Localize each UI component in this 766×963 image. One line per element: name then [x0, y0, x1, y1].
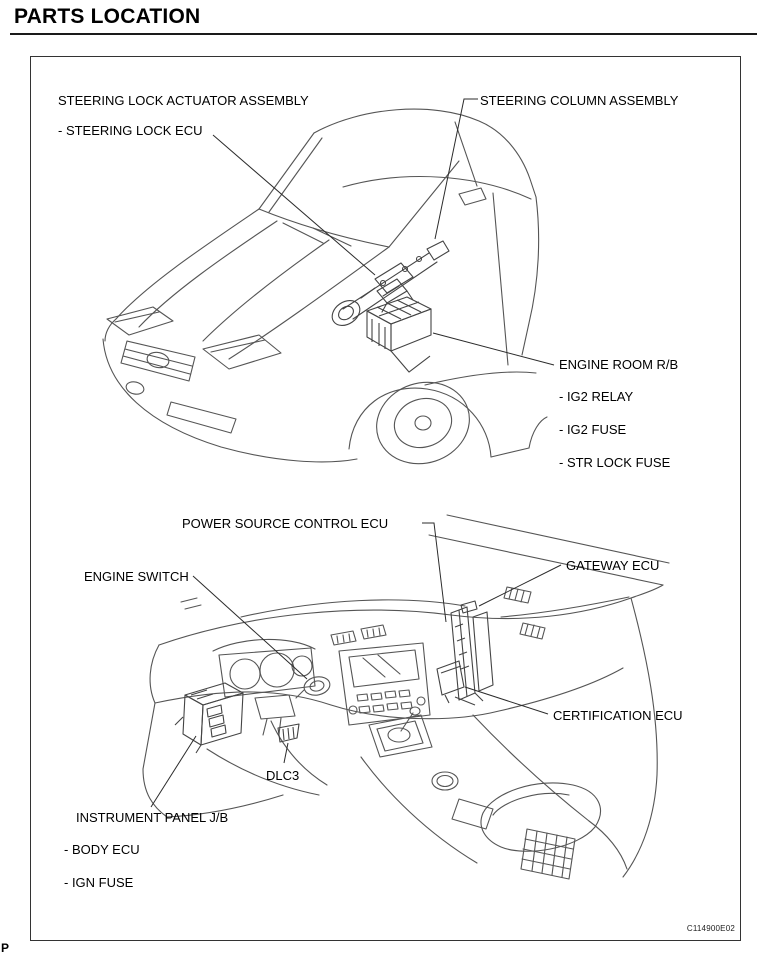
label-ig2-relay: - IG2 RELAY	[559, 389, 634, 404]
leader-gateway-ecu	[479, 565, 561, 606]
label-body-ecu: - BODY ECU	[64, 842, 140, 857]
label-certification-ecu: CERTIFICATION ECU	[553, 708, 683, 723]
label-engine-switch: ENGINE SWITCH	[84, 569, 189, 584]
label-ign-fuse: - IGN FUSE	[64, 875, 134, 890]
figure-box	[30, 56, 741, 941]
label-instrument-panel-jb: INSTRUMENT PANEL J/B	[76, 810, 229, 825]
label-steering-column-assembly: STEERING COLUMN ASSEMBLY	[480, 93, 679, 108]
leader-steering-lock-ecu	[213, 135, 375, 275]
page-title: PARTS LOCATION	[14, 5, 201, 28]
page-footer-mark: P	[1, 941, 10, 955]
leader-instrument-panel-jb	[151, 736, 196, 807]
leader-engine-switch	[193, 576, 307, 679]
figure-code: C114900E02	[686, 924, 735, 933]
parts-location-artwork	[31, 57, 740, 940]
label-steering-lock-actuator-assembly: STEERING LOCK ACTUATOR ASSEMBLY	[58, 93, 309, 108]
instrument-panel-jb-sketch	[175, 683, 243, 753]
car-exterior-sketch	[103, 109, 547, 475]
leader-lines	[151, 99, 561, 807]
engine-room-rb-sketch	[367, 297, 431, 372]
label-dlc3: DLC3	[266, 768, 300, 783]
leader-certification-ecu	[465, 687, 548, 714]
leader-engine-room-rb	[433, 333, 554, 365]
title-rule	[10, 33, 757, 35]
label-str-lock-fuse: - STR LOCK FUSE	[559, 455, 671, 470]
label-steering-lock-ecu: - STEERING LOCK ECU	[58, 123, 203, 138]
label-ig2-fuse: - IG2 FUSE	[559, 422, 627, 437]
label-engine-room-rb: ENGINE ROOM R/B	[559, 357, 679, 372]
label-gateway-ecu: GATEWAY ECU	[566, 558, 660, 573]
label-power-source-control-ecu: POWER SOURCE CONTROL ECU	[182, 516, 389, 531]
